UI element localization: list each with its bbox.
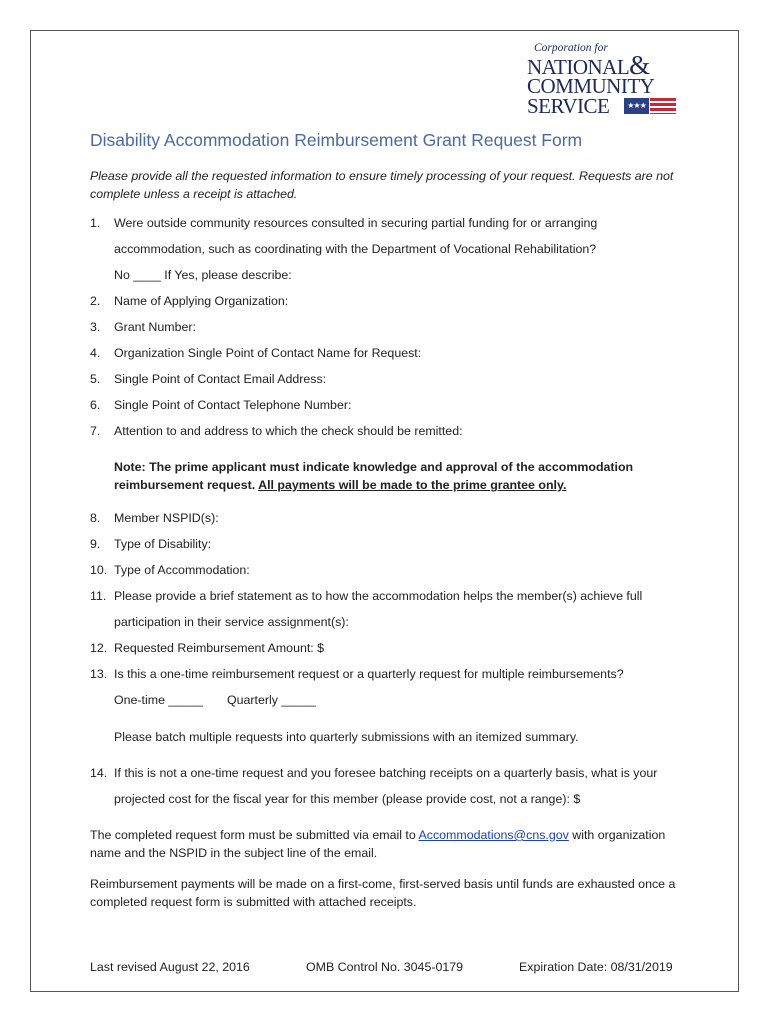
flag-icon	[624, 98, 676, 114]
item-number: 10.	[90, 563, 108, 577]
batch-note: Please batch multiple requests into quarterly submissions with an itemized summary.	[114, 730, 579, 744]
item-text: Type of Accommodation:	[114, 563, 250, 577]
item-11-continuation: participation in their service assignment(s):	[114, 615, 349, 629]
item-text: Single Point of Contact Email Address:	[114, 372, 327, 386]
stars-icon: ★★★	[624, 98, 649, 114]
item-text: Is this a one-time reimbursement request or a quarterly request for multiple reimbursements?	[114, 667, 624, 681]
logo-service: SERVICE	[527, 94, 610, 118]
item-1-yes-no-field: No ____ If Yes, please describe:	[114, 268, 292, 282]
submission-instructions	[90, 826, 680, 862]
quarterly-field: Quarterly _____	[227, 693, 316, 707]
page-title: Disability Accommodation Reimbursement Grant Request Form	[90, 130, 583, 150]
stripes-icon	[650, 98, 676, 114]
logo-corporation-for: Corporation for	[534, 42, 608, 54]
item-text: Attention to and address to which the check should be remitted:	[114, 424, 463, 438]
item-text: Single Point of Contact Telephone Number:	[114, 398, 352, 412]
footer-omb-control: OMB Control No. 3045-0179	[306, 960, 464, 974]
item-text: Requested Reimbursement Amount: $	[114, 641, 325, 655]
item-text: Grant Number:	[114, 320, 196, 334]
cns-logo	[527, 42, 687, 118]
item-text: Please provide a brief statement as to how the accommodation helps the member(s) achieve full	[114, 589, 643, 603]
submission-text: The completed request form must be submitted via email to	[90, 828, 419, 842]
item-number: 11.	[90, 589, 107, 603]
item-1-continuation: accommodation, such as coordinating with the Department of Vocational Rehabilitation?	[114, 242, 597, 256]
item-number: 8.	[90, 511, 101, 525]
item-number: 7.	[90, 424, 101, 438]
logo-community: COMMUNITY	[527, 74, 655, 98]
footer-expiration: Expiration Date: 08/31/2019	[519, 960, 673, 974]
logo-ampersand: &	[629, 50, 650, 80]
item-text: Organization Single Point of Contact Name for Request:	[114, 346, 422, 360]
logo-national: NATIONAL	[527, 55, 630, 79]
item-number: 1.	[90, 216, 101, 230]
one-time-field: One-time _____	[114, 693, 203, 707]
item-number: 13.	[90, 667, 108, 681]
item-text: If this is not a one-time request and you foresee batching receipts on a quarterly basis, what is your	[114, 766, 658, 780]
item-number: 6.	[90, 398, 101, 412]
footer-last-revised: Last revised August 22, 2016	[90, 960, 250, 974]
item-14-continuation: projected cost for the fiscal year for this member (please provide cost, not a range): $	[114, 792, 581, 806]
note-underlined-text: All payments will be made to the prime grantee only.	[258, 478, 567, 492]
note-text: Note: The prime applicant must indicate knowledge and approval of the accommodation reimbursement request.	[114, 460, 634, 492]
item-number: 3.	[90, 320, 101, 334]
item-number: 12.	[90, 641, 108, 655]
prime-applicant-note	[114, 458, 674, 494]
item-text: Were outside community resources consulted in securing partial funding for or arranging	[114, 216, 598, 230]
item-number: 9.	[90, 537, 101, 551]
item-text: Name of Applying Organization:	[114, 294, 289, 308]
item-number: 4.	[90, 346, 101, 360]
item-number: 14.	[90, 766, 108, 780]
item-text: Member NSPID(s):	[114, 511, 219, 525]
item-text: Type of Disability:	[114, 537, 212, 551]
payments-paragraph: Reimbursement payments will be made on a first-come, first-served basis until funds are exhausted once a completed request form is submitted with attached receipts.	[90, 877, 676, 909]
submission-text-end: with organization name and the NSPID in the subject line of the email.	[90, 828, 666, 860]
intro-text: Please provide all the requested information to ensure timely processing of your request. Requests are not complete unless a receipt is attached.	[90, 169, 674, 201]
accommodations-email-link[interactable]: Accommodations@cns.gov	[418, 828, 569, 842]
item-number: 2.	[90, 294, 101, 308]
item-number: 5.	[90, 372, 101, 386]
